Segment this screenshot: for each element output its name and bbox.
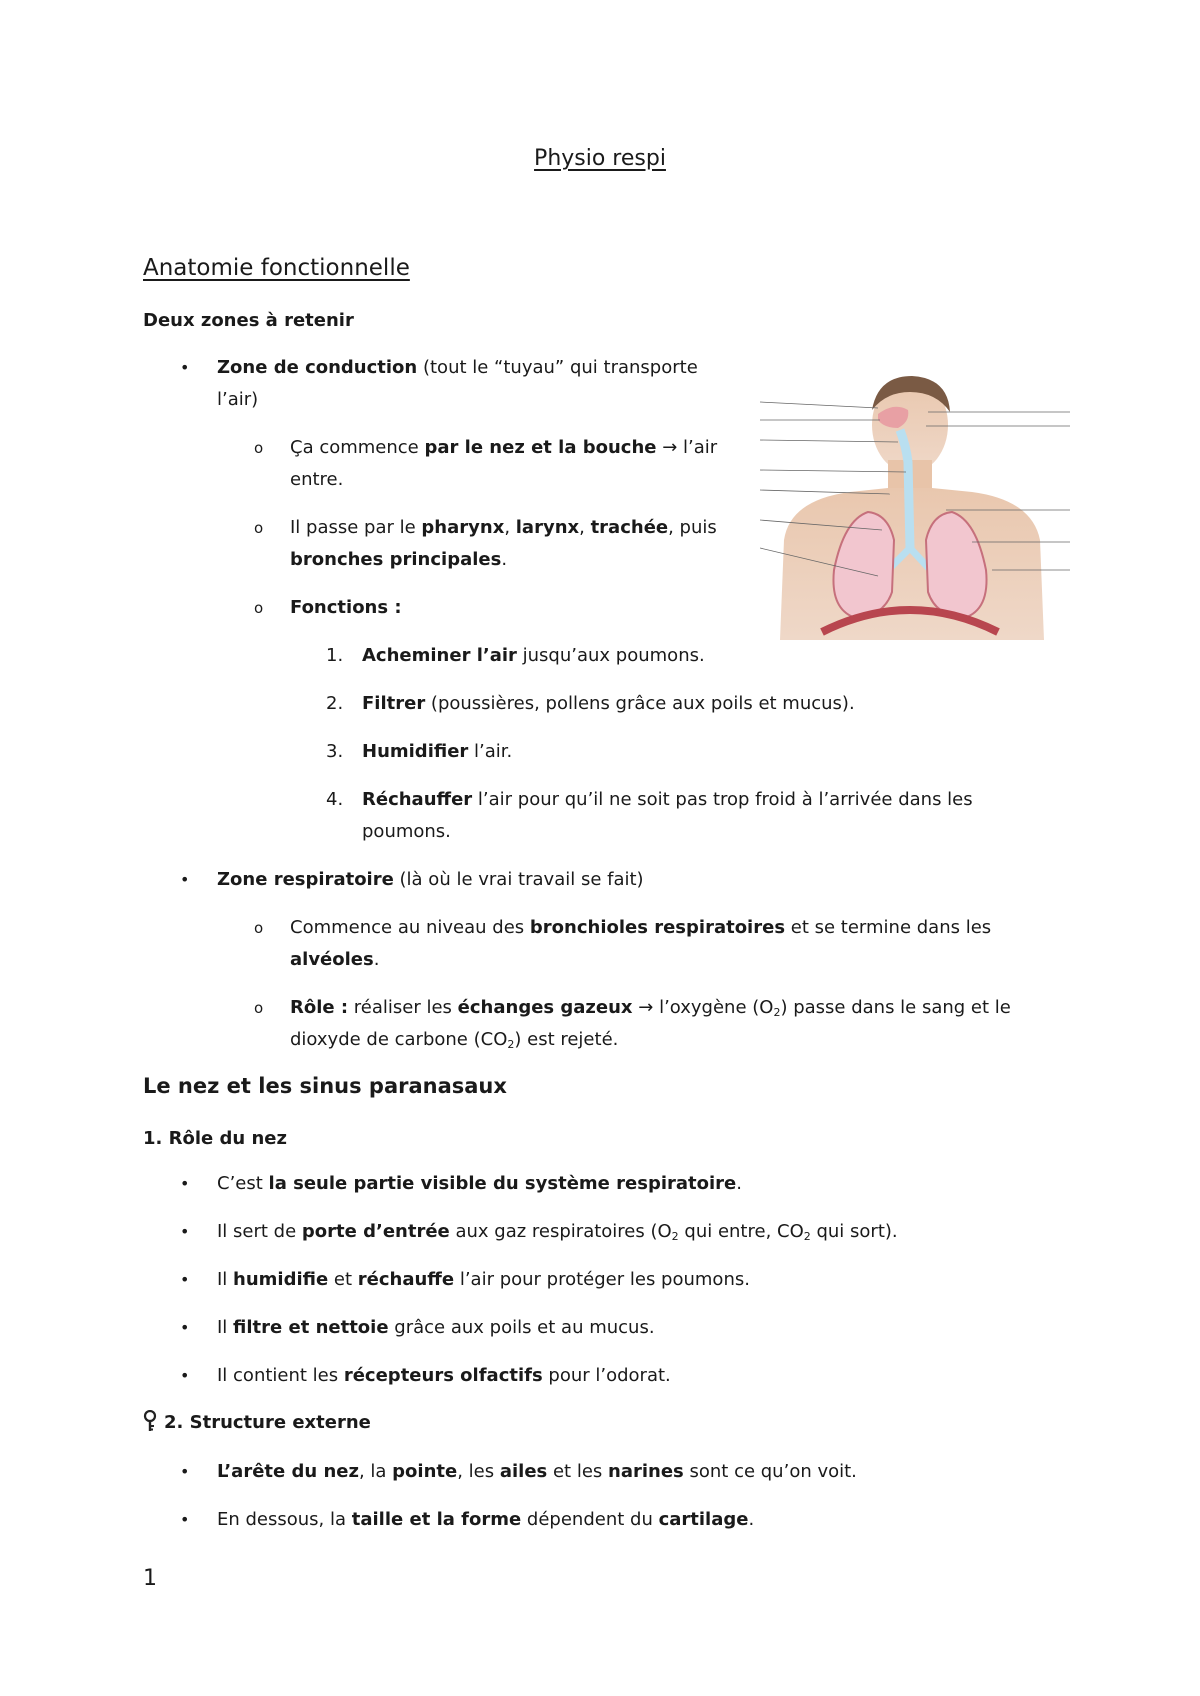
function-item-2: Filtrer (poussières, pollens grâce aux poils et mucus). [362, 693, 855, 714]
conduction-start-item-line2: entre. [290, 469, 344, 490]
bullet-marker: • [180, 870, 190, 889]
page-number: 1 [143, 1566, 157, 1591]
circle-marker: o [254, 599, 264, 617]
function-item-4-line2: poumons. [362, 821, 451, 842]
conduction-start-item: Ça commence par le nez et la bouche → l’air [290, 437, 718, 458]
section-heading-nose-sinuses: Le nez et les sinus paranasaux [143, 1074, 507, 1098]
conduction-path-item: Il passe par le pharynx, larynx, trachée, puis [290, 517, 717, 538]
respiratory-system-illustration [760, 370, 1070, 640]
bullet-marker: • [180, 1366, 190, 1385]
external-structure-item-2: En dessous, la taille et la forme dépendent du cartilage. [217, 1509, 755, 1530]
bullet-marker: • [180, 1222, 190, 1241]
gas-exchange-item: Rôle : réaliser les échanges gazeux → l’oxygène $(O_2)$ passe dans le sang et le [290, 997, 1011, 1019]
list-number: 4. [326, 789, 344, 810]
circle-marker: o [254, 519, 264, 537]
subheading-two-zones: Deux zones à retenir [143, 310, 354, 331]
zone-conduction-item-line2: l’air) [217, 389, 259, 410]
external-structure-item-1: L’arête du nez, la pointe, les ailes et les narines sont ce qu’on voit. [217, 1461, 857, 1482]
respiratory-zone-start-item: Commence au niveau des bronchioles respiratoires et se termine dans les [290, 917, 992, 938]
circle-marker: o [254, 919, 264, 937]
nose-role-item-2: Il sert de porte d’entrée aux gaz respiratoires ($O_2$ qui entre, $CO_2$ qui sort). [217, 1221, 898, 1243]
bullet-marker: • [180, 358, 190, 377]
nose-role-item-4: Il filtre et nettoie grâce aux poils et au mucus. [217, 1317, 655, 1338]
function-item-3: Humidifier l’air. [362, 741, 513, 762]
bullet-marker: • [180, 1270, 190, 1289]
section-heading-anatomy: Anatomie fonctionnelle [143, 255, 410, 281]
zone-respiratoire-item: Zone respiratoire (là où le vrai travail se fait) [217, 869, 644, 890]
circle-marker: o [254, 999, 264, 1017]
bullet-marker: • [180, 1174, 190, 1193]
list-number: 1. [326, 645, 344, 666]
circle-marker: o [254, 439, 264, 457]
bullet-marker: • [180, 1318, 190, 1337]
key-icon [143, 1410, 157, 1432]
subheading-role-nose: 1. Rôle du nez [143, 1128, 287, 1149]
bullet-marker: • [180, 1462, 190, 1481]
conduction-path-item-line2: bronches principales. [290, 549, 508, 570]
gas-exchange-item-line2: dioxyde de carbone $(CO_2)$ est rejeté. [290, 1029, 619, 1051]
functions-item: Fonctions : [290, 597, 402, 618]
nose-role-item-5: Il contient les récepteurs olfactifs pour l’odorat. [217, 1365, 671, 1386]
document-title: Physio respi [534, 146, 666, 171]
nose-role-item-1: C’est la seule partie visible du système respiratoire. [217, 1173, 742, 1194]
list-number: 3. [326, 741, 344, 762]
list-number: 2. [326, 693, 344, 714]
subheading-external-structure: 2. Structure externe [164, 1412, 371, 1433]
function-item-1: Acheminer l’air jusqu’aux poumons. [362, 645, 705, 666]
bullet-marker: • [180, 1510, 190, 1529]
zone-conduction-item: Zone de conduction (tout le “tuyau” qui transporte [217, 357, 698, 378]
respiratory-zone-start-item-line2: alvéoles. [290, 949, 380, 970]
function-item-4: Réchauffer l’air pour qu’il ne soit pas trop froid à l’arrivée dans les [362, 789, 973, 810]
nose-role-item-3: Il humidifie et réchauffe l’air pour protéger les poumons. [217, 1269, 750, 1290]
